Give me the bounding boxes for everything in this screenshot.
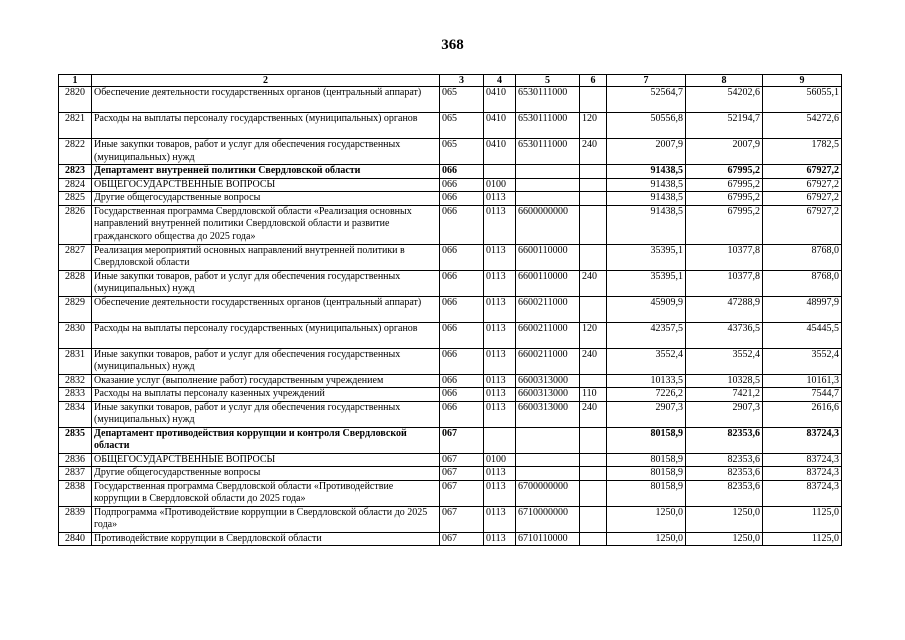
section-code-cell: 0113 xyxy=(484,506,516,532)
row-number-cell: 2838 xyxy=(59,480,92,506)
amount-year2-cell: 2907,3 xyxy=(686,401,763,427)
section-code-cell: 0113 xyxy=(484,270,516,296)
expense-name-cell: Государственная программа Свердловской области «Реализация основных направлений внутренней политики Свердловской области и развитие гражданского общества до 2025 года» xyxy=(92,205,440,244)
expense-type-cell: 120 xyxy=(580,322,607,348)
column-header: 2 xyxy=(92,75,440,87)
department-code-cell: 066 xyxy=(440,270,484,296)
amount-year2-cell: 52194,7 xyxy=(686,113,763,139)
table-row xyxy=(59,532,842,546)
target-article-cell xyxy=(516,165,580,179)
department-code-cell: 065 xyxy=(440,139,484,165)
department-code-cell: 067 xyxy=(440,427,484,453)
expense-type-cell xyxy=(580,506,607,532)
amount-year2-cell: 47288,9 xyxy=(686,296,763,322)
section-code-cell: 0100 xyxy=(484,178,516,192)
table-row xyxy=(59,139,842,165)
expense-type-cell: 120 xyxy=(580,113,607,139)
expense-name-cell: Иные закупки товаров, работ и услуг для обеспечения государственных (муниципальных) нужд xyxy=(92,139,440,165)
amount-year3-cell: 48997,9 xyxy=(763,296,842,322)
amount-year3-cell: 83724,3 xyxy=(763,453,842,467)
section-code-cell: 0113 xyxy=(484,348,516,374)
table-row xyxy=(59,87,842,113)
expense-type-cell xyxy=(580,165,607,179)
target-article-cell: 6710000000 xyxy=(516,506,580,532)
department-code-cell: 066 xyxy=(440,388,484,402)
expense-name-cell: Оказание услуг (выполнение работ) государственным учреждением xyxy=(92,374,440,388)
department-code-cell: 066 xyxy=(440,322,484,348)
table-row xyxy=(59,374,842,388)
column-header: 8 xyxy=(686,75,763,87)
amount-year2-cell: 2007,9 xyxy=(686,139,763,165)
row-number-cell: 2830 xyxy=(59,322,92,348)
amount-year3-cell: 83724,3 xyxy=(763,480,842,506)
row-number-cell: 2837 xyxy=(59,467,92,481)
amount-year3-cell: 7544,7 xyxy=(763,388,842,402)
section-code-cell: 0113 xyxy=(484,480,516,506)
row-number-cell: 2821 xyxy=(59,113,92,139)
expense-type-cell xyxy=(580,374,607,388)
amount-year3-cell: 1782,5 xyxy=(763,139,842,165)
department-code-cell: 066 xyxy=(440,244,484,270)
column-header: 9 xyxy=(763,75,842,87)
expense-name-cell: Подпрограмма «Противодействие коррупции в Свердловской области до 2025 года» xyxy=(92,506,440,532)
section-code-cell: 0113 xyxy=(484,532,516,546)
column-header: 3 xyxy=(440,75,484,87)
amount-year2-cell: 67995,2 xyxy=(686,205,763,244)
department-code-cell: 066 xyxy=(440,401,484,427)
expense-type-cell: 240 xyxy=(580,139,607,165)
section-code-cell: 0113 xyxy=(484,467,516,481)
target-article-cell: 6600211000 xyxy=(516,348,580,374)
amount-year3-cell: 67927,2 xyxy=(763,192,842,206)
amount-year2-cell: 10328,5 xyxy=(686,374,763,388)
section-code-cell: 0113 xyxy=(484,374,516,388)
amount-year1-cell: 10133,5 xyxy=(607,374,686,388)
target-article-cell: 6600313000 xyxy=(516,401,580,427)
amount-year2-cell: 10377,8 xyxy=(686,244,763,270)
row-number-cell: 2834 xyxy=(59,401,92,427)
page-number: 368 xyxy=(441,37,464,53)
section-code-cell: 0113 xyxy=(484,388,516,402)
column-header: 5 xyxy=(516,75,580,87)
table-row xyxy=(59,427,842,453)
expense-name-cell: Иные закупки товаров, работ и услуг для обеспечения государственных (муниципальных) нужд xyxy=(92,348,440,374)
section-code-cell xyxy=(484,427,516,453)
amount-year1-cell: 50556,8 xyxy=(607,113,686,139)
section-code-cell: 0410 xyxy=(484,139,516,165)
target-article-cell: 6530111000 xyxy=(516,87,580,113)
expense-type-cell xyxy=(580,467,607,481)
target-article-cell xyxy=(516,192,580,206)
department-code-cell: 066 xyxy=(440,348,484,374)
amount-year3-cell: 2616,6 xyxy=(763,401,842,427)
expense-type-cell xyxy=(580,87,607,113)
amount-year1-cell: 2907,3 xyxy=(607,401,686,427)
section-code-cell: 0410 xyxy=(484,87,516,113)
target-article-cell: 6700000000 xyxy=(516,480,580,506)
row-number-cell: 2825 xyxy=(59,192,92,206)
row-number-cell: 2820 xyxy=(59,87,92,113)
expense-name-cell: Государственная программа Свердловской области «Противодействие коррупции в Свердловской области до 2025 года» xyxy=(92,480,440,506)
amount-year3-cell: 54272,6 xyxy=(763,113,842,139)
expense-type-cell: 240 xyxy=(580,348,607,374)
row-number-cell: 2836 xyxy=(59,453,92,467)
target-article-cell: 6710110000 xyxy=(516,532,580,546)
target-article-cell: 6530111000 xyxy=(516,139,580,165)
department-code-cell: 067 xyxy=(440,453,484,467)
expense-name-cell: Противодействие коррупции в Свердловской области xyxy=(92,532,440,546)
table-row xyxy=(59,113,842,139)
amount-year1-cell: 1250,0 xyxy=(607,506,686,532)
expense-name-cell: Расходы на выплаты персоналу государственных (муниципальных) органов xyxy=(92,322,440,348)
amount-year2-cell: 10377,8 xyxy=(686,270,763,296)
expense-type-cell xyxy=(580,480,607,506)
section-code-cell: 0100 xyxy=(484,453,516,467)
department-code-cell: 067 xyxy=(440,506,484,532)
department-code-cell: 066 xyxy=(440,296,484,322)
target-article-cell xyxy=(516,427,580,453)
amount-year1-cell: 80158,9 xyxy=(607,467,686,481)
amount-year2-cell: 1250,0 xyxy=(686,532,763,546)
department-code-cell: 067 xyxy=(440,532,484,546)
table-row xyxy=(59,467,842,481)
target-article-cell xyxy=(516,453,580,467)
amount-year3-cell: 56055,1 xyxy=(763,87,842,113)
expense-type-cell xyxy=(580,192,607,206)
department-code-cell: 066 xyxy=(440,178,484,192)
amount-year3-cell: 10161,3 xyxy=(763,374,842,388)
amount-year1-cell: 91438,5 xyxy=(607,165,686,179)
amount-year2-cell: 54202,6 xyxy=(686,87,763,113)
amount-year2-cell: 82353,6 xyxy=(686,427,763,453)
amount-year1-cell: 80158,9 xyxy=(607,480,686,506)
amount-year2-cell: 67995,2 xyxy=(686,192,763,206)
expense-type-cell xyxy=(580,296,607,322)
row-number-cell: 2831 xyxy=(59,348,92,374)
table-row xyxy=(59,192,842,206)
section-code-cell xyxy=(484,165,516,179)
target-article-cell: 6600313000 xyxy=(516,374,580,388)
department-code-cell: 067 xyxy=(440,480,484,506)
amount-year1-cell: 7226,2 xyxy=(607,388,686,402)
header-row xyxy=(59,75,842,87)
row-number-cell: 2822 xyxy=(59,139,92,165)
row-number-cell: 2835 xyxy=(59,427,92,453)
department-code-cell: 065 xyxy=(440,113,484,139)
amount-year2-cell: 3552,4 xyxy=(686,348,763,374)
column-header: 1 xyxy=(59,75,92,87)
amount-year3-cell: 83724,3 xyxy=(763,467,842,481)
amount-year3-cell: 67927,2 xyxy=(763,205,842,244)
expense-name-cell: Расходы на выплаты персоналу казенных учреждений xyxy=(92,388,440,402)
table-row xyxy=(59,401,842,427)
table-row xyxy=(59,388,842,402)
amount-year3-cell: 8768,0 xyxy=(763,270,842,296)
expense-name-cell: Другие общегосударственные вопросы xyxy=(92,192,440,206)
table-body xyxy=(59,87,842,546)
amount-year1-cell: 91438,5 xyxy=(607,192,686,206)
expense-name-cell: Реализация мероприятий основных направлений внутренней политики в Свердловской области xyxy=(92,244,440,270)
section-code-cell: 0410 xyxy=(484,113,516,139)
expense-name-cell: Обеспечение деятельности государственных органов (центральный аппарат) xyxy=(92,87,440,113)
table-row xyxy=(59,270,842,296)
amount-year1-cell: 52564,7 xyxy=(607,87,686,113)
amount-year2-cell: 82353,6 xyxy=(686,480,763,506)
target-article-cell: 6600110000 xyxy=(516,270,580,296)
expense-name-cell: ОБЩЕГОСУДАРСТВЕННЫЕ ВОПРОСЫ xyxy=(92,178,440,192)
row-number-cell: 2824 xyxy=(59,178,92,192)
amount-year3-cell: 45445,5 xyxy=(763,322,842,348)
section-code-cell: 0113 xyxy=(484,192,516,206)
table-row xyxy=(59,506,842,532)
amount-year1-cell: 35395,1 xyxy=(607,270,686,296)
amount-year3-cell: 67927,2 xyxy=(763,178,842,192)
amount-year2-cell: 67995,2 xyxy=(686,165,763,179)
section-code-cell: 0113 xyxy=(484,205,516,244)
table-row xyxy=(59,322,842,348)
row-number-cell: 2823 xyxy=(59,165,92,179)
amount-year2-cell: 67995,2 xyxy=(686,178,763,192)
department-code-cell: 067 xyxy=(440,467,484,481)
section-code-cell: 0113 xyxy=(484,244,516,270)
section-code-cell: 0113 xyxy=(484,322,516,348)
table-row xyxy=(59,178,842,192)
row-number-cell: 2832 xyxy=(59,374,92,388)
expense-type-cell: 110 xyxy=(580,388,607,402)
expense-type-cell xyxy=(580,205,607,244)
column-header: 7 xyxy=(607,75,686,87)
table-row xyxy=(59,205,842,244)
amount-year2-cell: 1250,0 xyxy=(686,506,763,532)
section-code-cell: 0113 xyxy=(484,296,516,322)
amount-year1-cell: 42357,5 xyxy=(607,322,686,348)
department-code-cell: 066 xyxy=(440,192,484,206)
row-number-cell: 2827 xyxy=(59,244,92,270)
row-number-cell: 2828 xyxy=(59,270,92,296)
department-code-cell: 065 xyxy=(440,87,484,113)
table-row xyxy=(59,453,842,467)
table-row xyxy=(59,480,842,506)
department-code-cell: 066 xyxy=(440,374,484,388)
amount-year1-cell: 91438,5 xyxy=(607,205,686,244)
column-header: 4 xyxy=(484,75,516,87)
budget-table xyxy=(58,74,842,546)
expense-type-cell xyxy=(580,178,607,192)
table-row xyxy=(59,348,842,374)
target-article-cell: 6600000000 xyxy=(516,205,580,244)
expense-name-cell: Расходы на выплаты персоналу государственных (муниципальных) органов xyxy=(92,113,440,139)
expense-type-cell xyxy=(580,244,607,270)
amount-year3-cell: 1125,0 xyxy=(763,532,842,546)
amount-year2-cell: 82353,6 xyxy=(686,467,763,481)
amount-year3-cell: 8768,0 xyxy=(763,244,842,270)
row-number-cell: 2839 xyxy=(59,506,92,532)
row-number-cell: 2833 xyxy=(59,388,92,402)
target-article-cell xyxy=(516,178,580,192)
column-header: 6 xyxy=(580,75,607,87)
amount-year1-cell: 35395,1 xyxy=(607,244,686,270)
amount-year1-cell: 3552,4 xyxy=(607,348,686,374)
target-article-cell: 6600313000 xyxy=(516,388,580,402)
expense-name-cell: Иные закупки товаров, работ и услуг для обеспечения государственных (муниципальных) нужд xyxy=(92,401,440,427)
target-article-cell: 6600211000 xyxy=(516,322,580,348)
amount-year3-cell: 1125,0 xyxy=(763,506,842,532)
section-code-cell: 0113 xyxy=(484,401,516,427)
amount-year2-cell: 43736,5 xyxy=(686,322,763,348)
target-article-cell xyxy=(516,467,580,481)
expense-name-cell: Иные закупки товаров, работ и услуг для обеспечения государственных (муниципальных) нужд xyxy=(92,270,440,296)
target-article-cell: 6600211000 xyxy=(516,296,580,322)
expense-type-cell xyxy=(580,453,607,467)
expense-type-cell xyxy=(580,532,607,546)
expense-name-cell: Департамент внутренней политики Свердловской области xyxy=(92,165,440,179)
department-code-cell: 066 xyxy=(440,205,484,244)
target-article-cell: 6600110000 xyxy=(516,244,580,270)
table-row xyxy=(59,165,842,179)
amount-year1-cell: 2007,9 xyxy=(607,139,686,165)
expense-type-cell: 240 xyxy=(580,270,607,296)
table-row xyxy=(59,296,842,322)
target-article-cell: 6530111000 xyxy=(516,113,580,139)
amount-year3-cell: 67927,2 xyxy=(763,165,842,179)
amount-year2-cell: 7421,2 xyxy=(686,388,763,402)
department-code-cell: 066 xyxy=(440,165,484,179)
row-number-cell: 2826 xyxy=(59,205,92,244)
amount-year3-cell: 83724,3 xyxy=(763,427,842,453)
amount-year3-cell: 3552,4 xyxy=(763,348,842,374)
table-row xyxy=(59,244,842,270)
amount-year1-cell: 80158,9 xyxy=(607,453,686,467)
expense-type-cell: 240 xyxy=(580,401,607,427)
expense-name-cell: Департамент противодействия коррупции и контроля Свердловской области xyxy=(92,427,440,453)
expense-name-cell: Другие общегосударственные вопросы xyxy=(92,467,440,481)
row-number-cell: 2840 xyxy=(59,532,92,546)
expense-type-cell xyxy=(580,427,607,453)
amount-year1-cell: 1250,0 xyxy=(607,532,686,546)
amount-year1-cell: 91438,5 xyxy=(607,178,686,192)
expense-name-cell: ОБЩЕГОСУДАРСТВЕННЫЕ ВОПРОСЫ xyxy=(92,453,440,467)
expense-name-cell: Обеспечение деятельности государственных органов (центральный аппарат) xyxy=(92,296,440,322)
amount-year1-cell: 80158,9 xyxy=(607,427,686,453)
amount-year1-cell: 45909,9 xyxy=(607,296,686,322)
row-number-cell: 2829 xyxy=(59,296,92,322)
amount-year2-cell: 82353,6 xyxy=(686,453,763,467)
